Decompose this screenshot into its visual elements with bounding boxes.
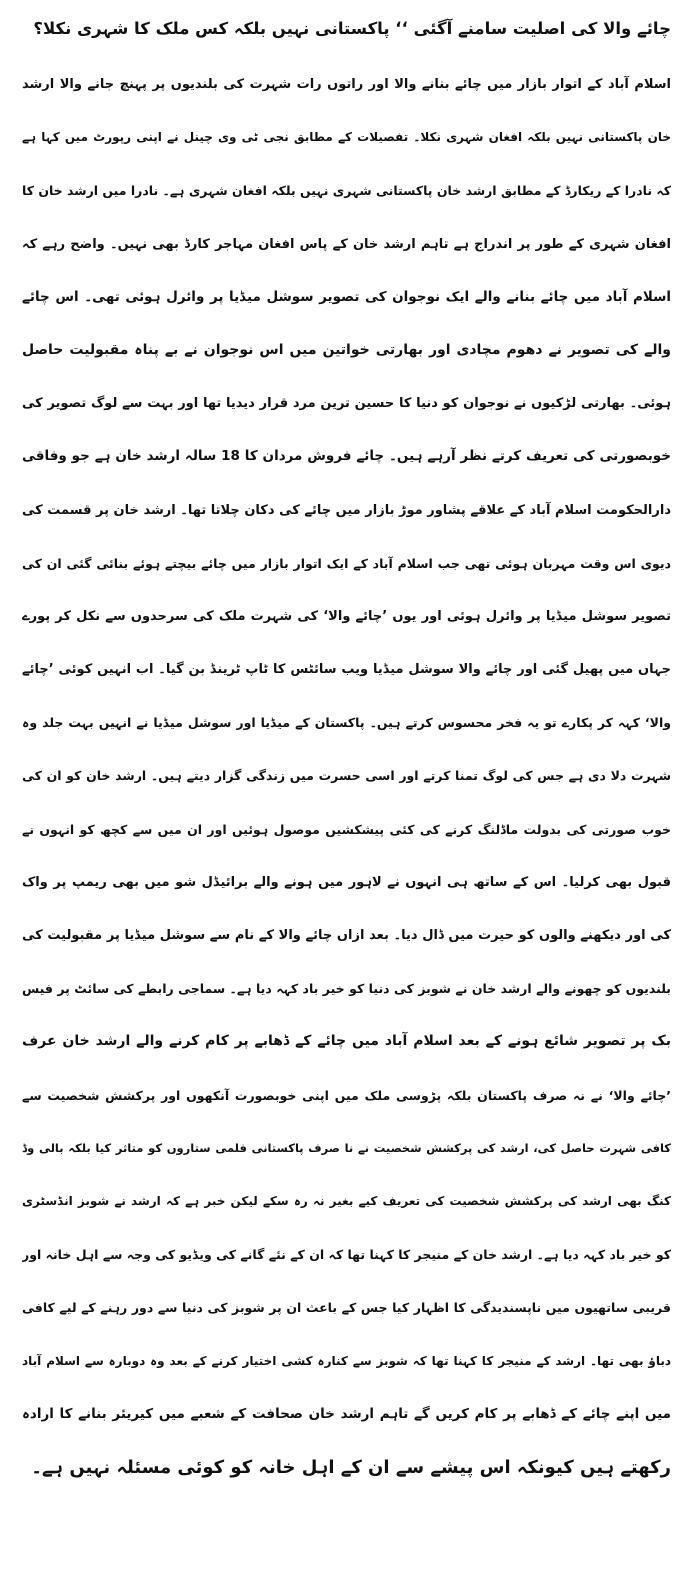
body-line: کافی شہرت حاصل کی، ارشد کی پرکشش شخصیت نے نا صرف پاکستانی فلمی ستاروں کو متاثر کیا بلکہ بالی وڈ	[22, 1140, 671, 1155]
body-line: شہرت دلا دی ہے جس کی لوگ تمنا کرتے اور اسی حسرت میں زندگی گزار دیتے ہیں۔ ارشد خان کو ان کی	[22, 768, 671, 784]
body-line: تصویر سوشل میڈیا پر وائرل ہوئی اور یوں ’چائے والا‘ کی شہرت ملک کی سرحدوں سے نکل کر پورے	[22, 608, 671, 624]
body-line: والا‘ کہہ کر پکارے تو یہ فخر محسوس کرتے ہیں۔ پاکستان کے میڈیا اور سوشل میڈیا نے انہیں بہت جلد وہ	[22, 715, 671, 731]
body-line: والے کی تصویر نے دھوم مچادی اور بھارتی خواتین میں اس نوجوان نے بے پناہ مقبولیت حاصل	[22, 341, 671, 358]
body-line: کو خیر باد کہہ دیا ہے۔ ارشد خان کے منیجر کا کہنا تھا کہ ان کے نئے گانے کی ویڈیو کی وجہ سے اہل خانہ اور	[22, 1247, 671, 1263]
body-line: خوبصورتی کی تعریف کرتے نظر آرہے ہیں۔ چائے فروش مردان کا 18 سالہ ارشد خان ہے جو وفاقی	[22, 448, 671, 465]
body-line: افغان شہری کے طور پر اندراج ہے تاہم ارشد خان کے پاس افغان مہاجر کارڈ بھی نہیں۔ واضح رہے کہ	[22, 236, 671, 252]
body-line: ہوئی۔ بھارتی لڑکیوں نے نوجوان کو دنیا کا حسین ترین مرد قرار دیدیا تھا اور بہت سے لوگ تصویر کی	[22, 396, 671, 412]
article-body	[22, 58, 671, 1494]
body-line: ’چائے والا‘ نے نہ صرف پاکستان بلکہ پڑوسی ملک میں اپنی خوبصورت آنکھوں اور پرکشش شخصیت سے	[22, 1087, 671, 1103]
body-line: قریبی ساتھیوں میں ناپسندیدگی کا اظہار کیا جس کے باعث ان پر شوبز کی دنیا سے دور رہنے کے لیے کافی	[22, 1300, 671, 1316]
body-line: کی اور دیکھنے والوں کو حیرت میں ڈال دیا۔ بعد ازاں چائے والا کے نام سے سوشل میڈیا پر مقبولیت کی	[22, 928, 671, 943]
body-line: خوب صورتی کی بدولت ماڈلنگ کرنے کی کئی پیشکشیں موصول ہوئیں اور ان میں سے کچھ کو انہوں نے	[22, 821, 671, 837]
body-line: اسلام آباد میں چائے بنانے والے ایک نوجوان کی تصویر سوشل میڈیا پر وائرل ہوئی تھی۔ اس چائے	[22, 288, 671, 305]
body-line: دارالحکومت اسلام آباد کے علاقے پشاور موڑ بازار میں چائے کی دکان چلاتا تھا۔ ارشد خان پر قسمت کی	[22, 502, 671, 518]
body-line: کنگ بھی ارشد کی پرکشش شخصیت کی تعریف کیے بغیر نہ رہ سکے لیکن خبر ہے کہ ارشد نے شوبز انڈسٹری	[22, 1193, 671, 1208]
body-line: میں اپنے چائے کے ڈھابے پر کام کریں گے تاہم ارشد خان صحافت کے شعبے میں کیریئر بنانے کا ارادہ	[22, 1405, 671, 1422]
body-line: دیوی اس وقت مہربان ہوئی تھی جب اسلام آباد کے ایک اتوار بازار میں چائے بیچتے ہوئے بنائی گئی ان کی	[22, 555, 671, 571]
article-headline: چائے والا کی اصلیت سامنے آگئی ‘‘ پاکستانی نہیں بلکہ کس ملک کا شہری نکلا؟	[33, 19, 671, 38]
body-line: قبول بھی کرلیا۔ اس کے ساتھ ہی انہوں نے لاہور میں ہونے والے برائیڈل شو میں بھی ریمپ پر واک	[22, 874, 671, 890]
body-line: جہاں میں پھیل گئی اور چائے والا سوشل میڈیا ویب سائٹس کا ٹاپ ٹرینڈ بن گیا۔ اب انہیں کوئی ’چائے	[22, 662, 671, 678]
body-line: بک پر تصویر شائع ہونے کے بعد اسلام آباد میں چائے کے ڈھابے پر کام کرنے والے ارشد خان عرف	[22, 1033, 671, 1050]
body-line: اسلام آباد کے اتوار بازار میں چائے بنانے والا اور راتوں رات شہرت کی بلندیوں پر پہنچ جانے والا ارشد	[22, 77, 671, 92]
body-line: کہ نادرا کے ریکارڈ کے مطابق ارشد خان پاکستانی شہری نہیں بلکہ افغان شہری ہے۔ نادرا میں ارشد خان کا	[22, 183, 671, 199]
body-line: خان پاکستانی نہیں بلکہ افغان شہری نکلا۔ تفصیلات کے مطابق نجی ٹی وی چینل نے اپنی رپورٹ میں کہا ہے	[22, 130, 671, 145]
body-line: بلندیوں کو چھونے والے ارشد خان نے شوبز کی دنیا کو خیر باد کہہ دیا ہے۔ سماجی رابطے کی سائٹ پر فیس	[22, 981, 671, 997]
body-line: دباؤ بھی تھا۔ ارشد کے منیجر کا کہنا تھا کہ شوبز سے کنارہ کشی اختیار کرنے کے بعد وہ دوبارہ سے اسلام آباد	[22, 1353, 671, 1368]
body-line: رکھتے ہیں کیونکہ اس پیشے سے ان کے اہل خانہ کو کوئی مسئلہ نہیں ہے۔	[31, 1456, 671, 1478]
